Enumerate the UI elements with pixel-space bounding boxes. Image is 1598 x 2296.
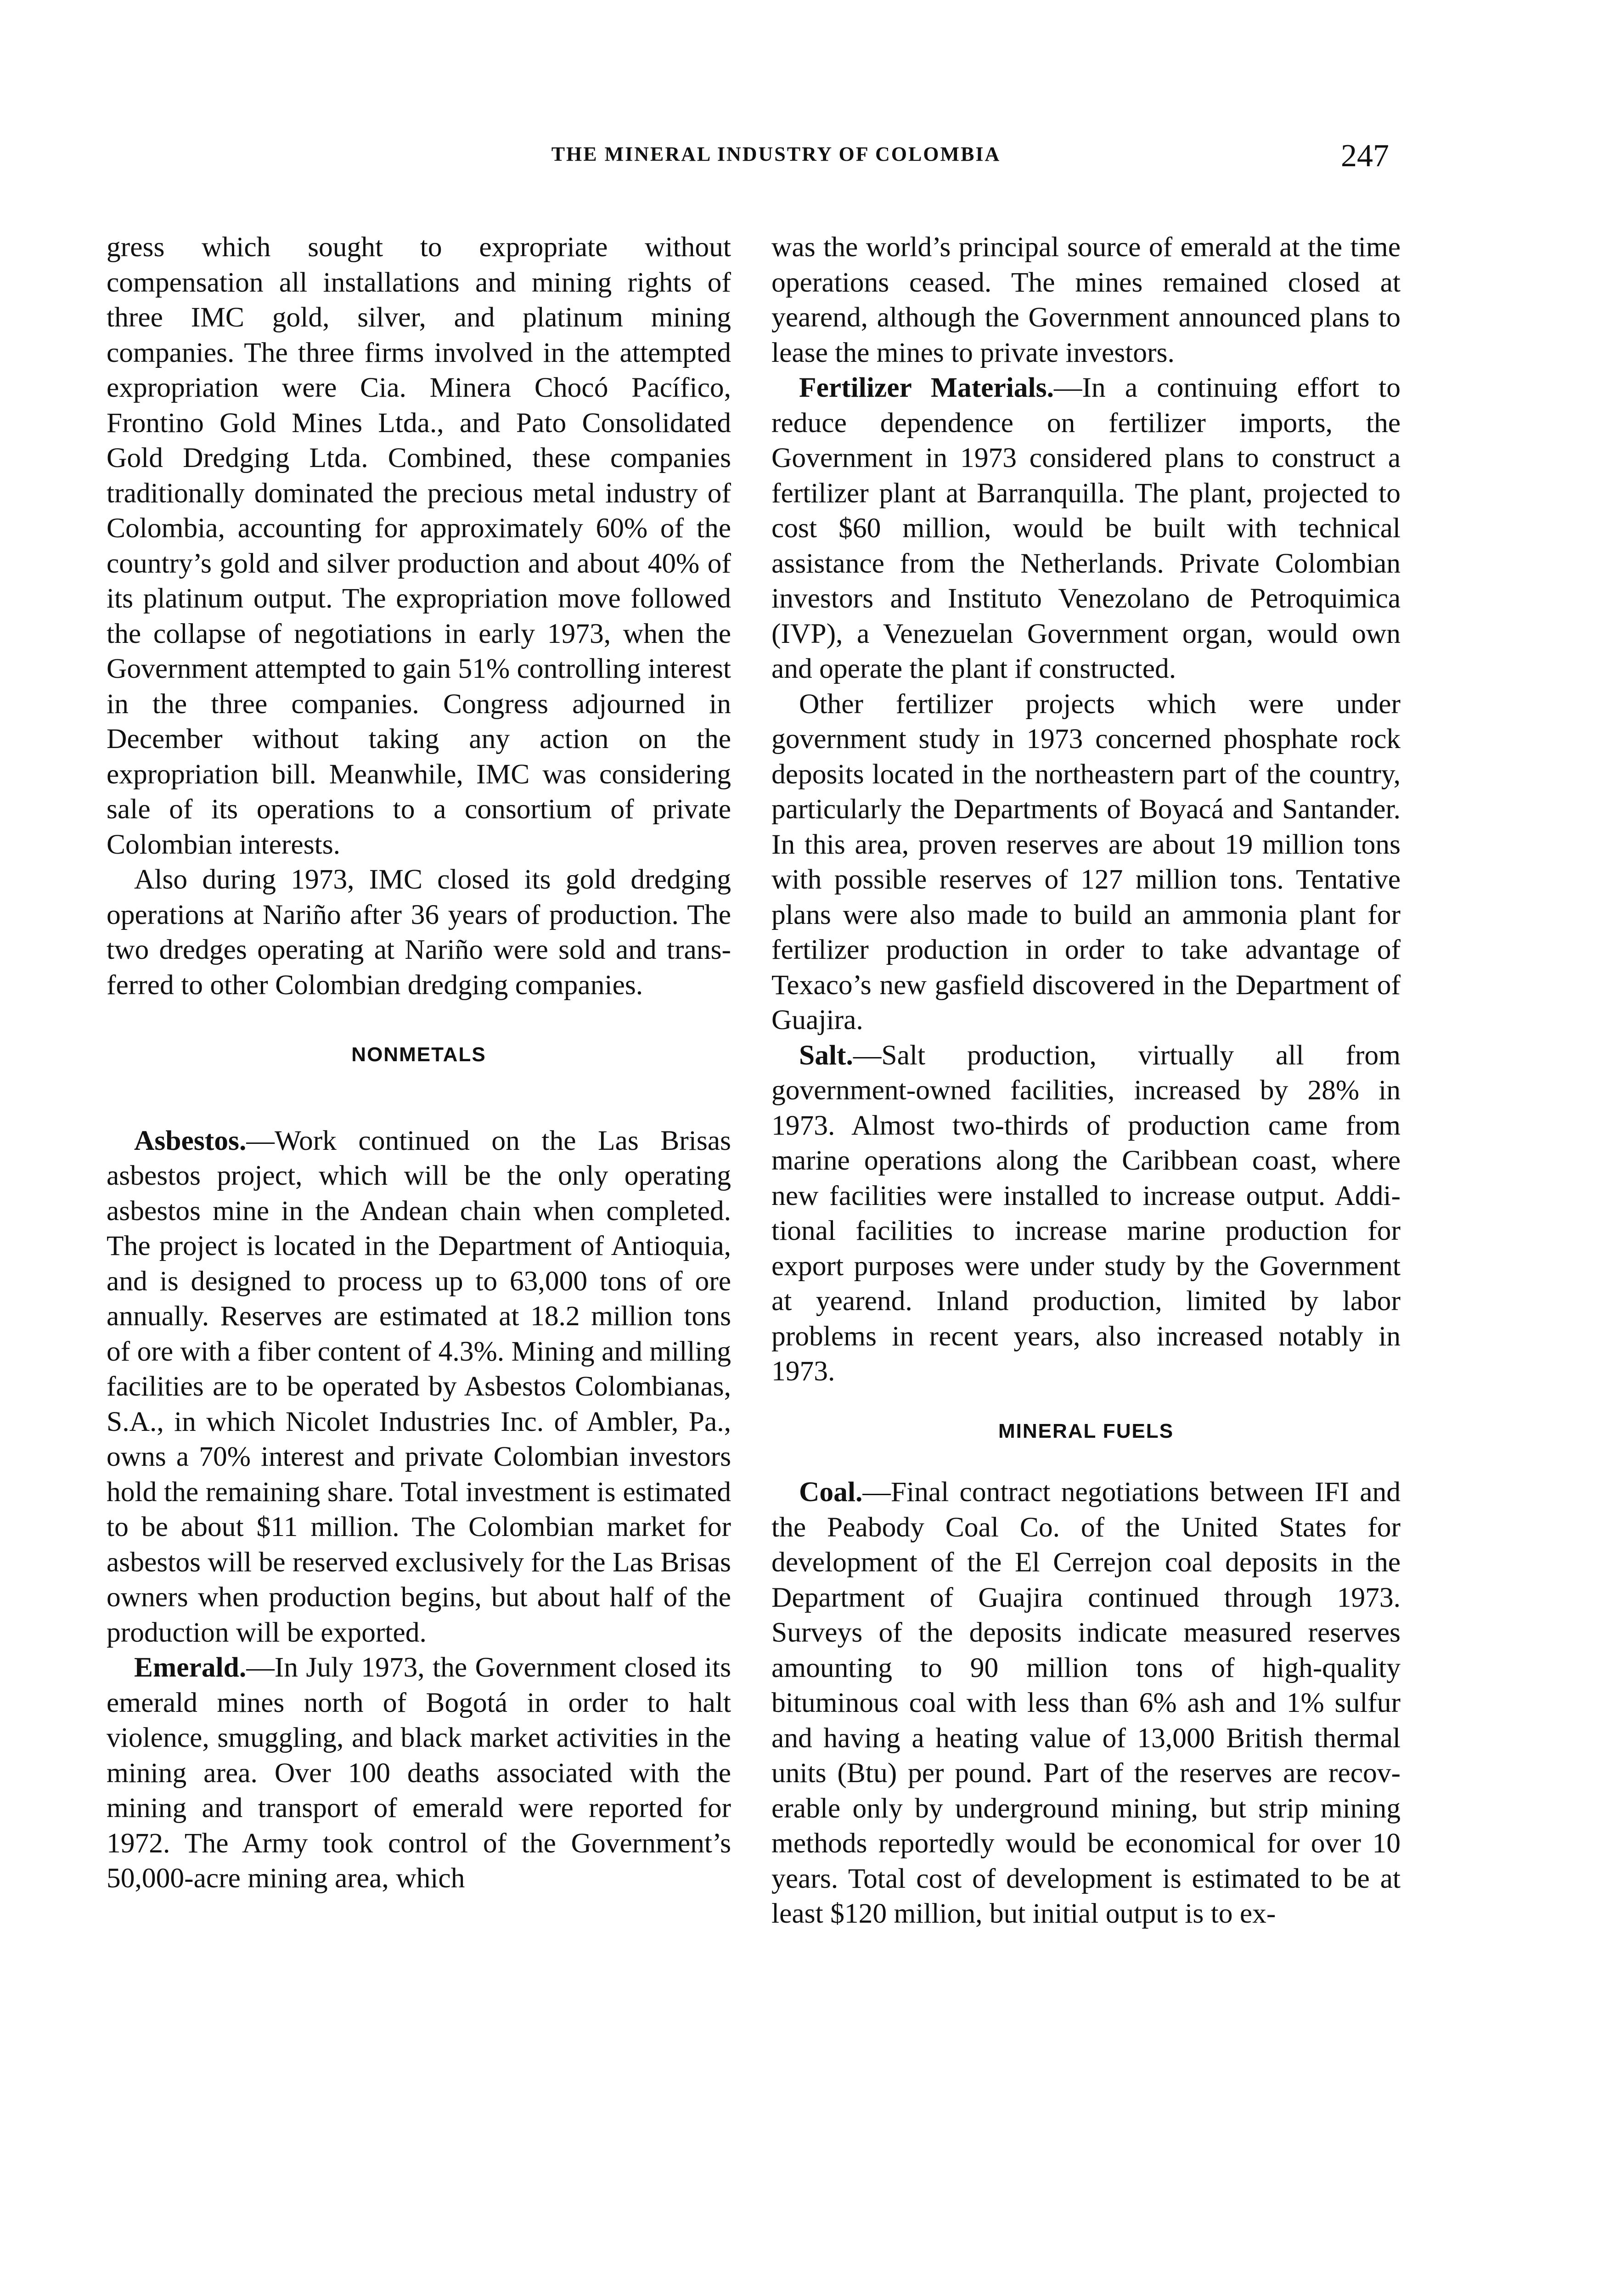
paragraph-asbestos xyxy=(107,1123,731,1650)
asbestos-run-in-title: Asbestos. xyxy=(134,1125,247,1156)
paragraph-expropriation: gress which sought to expropriate without compensation all installations and mining rights of three IMC gold, silver, and platinum mining companies. The three firms involved in the attempted expropriation were Cia. Minera Chocó Pacífico, Frontino Gold Mines Ltda., and Pato Consolidated Gold Dredging Ltda. Combined, these companies traditionally dominated the precious metal industry of Colombia, accounting for approximately 60% of the country’s gold and silver production and about 40% of its platinum output. The expropriation move followed the collapse of negotiations in early 1973, when the Government attempted to gain 51% controlling interest in the three companies. Congress adjourned in December without taking any action on the expropriation bill. Meanwhile, IMC was considering sale of its operations to a consortium of private Colombian interests. xyxy=(107,231,731,860)
paragraph-other-fertilizer-projects: Other fertilizer projects which were under government study in 1973 concerned phosphate rock deposits located in the northeastern part of the country, particularly the Departments of Boyacá and Santander. In this area, proven reserves are about 19 million tons with possible reserves of 127 million tons. Tentative plans were also made to build an ammonia plant for fertilizer production in order to take advantage of Texaco’s new gasfield discovered in the Department of Guajira. xyxy=(771,688,1401,1035)
paragraph-narino-dredging: Also during 1973, IMC closed its gold dredging operations at Nariño after 36 years of production. The two dredges operating at Nariño were sold and transferred to other Colombian dredging companies. xyxy=(107,864,731,1001)
fertilizer-text: —In a continuing effort to reduce dependence on fertilizer imports, the Government in 1973 considered plans to construct a fertilizer plant at Barranquilla. The plant, projected to cost $60 million, would be built with technical assistance from the Netherlands. Private Colombian investors and Instituto Venezolano de Petroquimica (IVP), a Venezuelan Government organ, would own and operate the plant if constructed. xyxy=(771,372,1401,684)
coal-text: —Final contract negotiations between IFI and the Peabody Coal Co. of the United States for development of the El Cerrejon coal deposits in the Department of Guajira continued through 1973. Surveys of the deposits indicate measured reserves amounting to 90 million tons of high-quality bituminous coal with less than 6% ash and 1% sulfur and having a heating value of 13,000 British thermal units (Btu) per pound. Part of the reserves are recoverable only by underground mining, but strip mining methods reportedly would be economical for over 10 years. Total cost of development is estimated to be at least $120 million, but initial output is to ex- xyxy=(771,1476,1401,1929)
section-heading-nonmetals: NONMETALS xyxy=(351,1043,486,1066)
salt-run-in-title: Salt. xyxy=(799,1039,853,1071)
left-column xyxy=(107,230,731,1896)
paragraph-salt xyxy=(771,1038,1401,1389)
section-heading-mineral-fuels: MINERAL FUELS xyxy=(998,1419,1174,1442)
emerald-text: —In July 1973, the Government closed its emerald mines north of Bogotá in order to halt violence, smuggling, and black market activities in the mining area. Over 100 deaths associated with the mining and transport of emerald were reported for 1972. The Army took control of the Government’s 50,000-acre mining area, which xyxy=(107,1652,731,1894)
coal-run-in-title: Coal. xyxy=(799,1476,863,1508)
fertilizer-run-in-title: Fertilizer Materials. xyxy=(799,372,1054,403)
running-title: THE MINERAL INDUSTRY OF COLOMBIA xyxy=(551,143,1001,165)
salt-text: —Salt production, virtually all from government-owned facilities, increased by 28% in 1973. Almost two-thirds of production came from marine operations along the Caribbean coast, where new facilities were installed to increase output. Additional facilities to increase marine production for export purposes were under study by the Government at yearend. Inland production, limited by labor problems in recent years, also increased notably in 1973. xyxy=(771,1039,1401,1387)
paragraph-fertilizer xyxy=(771,370,1401,687)
asbestos-text: —Work continued on the Las Brisas asbestos project, which will be the only operating asbestos mine in the Andean chain when completed. The project is located in the Department of Antioquia, and is designed to process up to 63,000 tons of ore annually. Reserves are estimated at 18.2 million tons of ore with a fiber content of 4.3%. Mining and milling facilities are to be operated by Asbestos Colombianas, S.A., in which Nicolet Industries Inc. of Ambler, Pa., owns a 70% interest and private Colombian investors hold the remaining share. Total investment is estimated to be about $11 million. The Colombian market for asbestos will be reserved exclusively for the Las Brisas owners when production begins, but about half of the production will be exported. xyxy=(107,1125,731,1648)
emerald-run-in-title: Emerald. xyxy=(134,1652,247,1683)
paragraph-emerald-continued: was the world’s principal source of emerald at the time operations ceased. The mines remained closed at yearend, although the Government announced plans to lease the mines to private investors. xyxy=(771,231,1401,368)
paragraph-coal xyxy=(771,1474,1401,1931)
page-number: 247 xyxy=(1341,138,1389,174)
right-column xyxy=(771,230,1401,1931)
paragraph-emerald xyxy=(107,1650,731,1896)
